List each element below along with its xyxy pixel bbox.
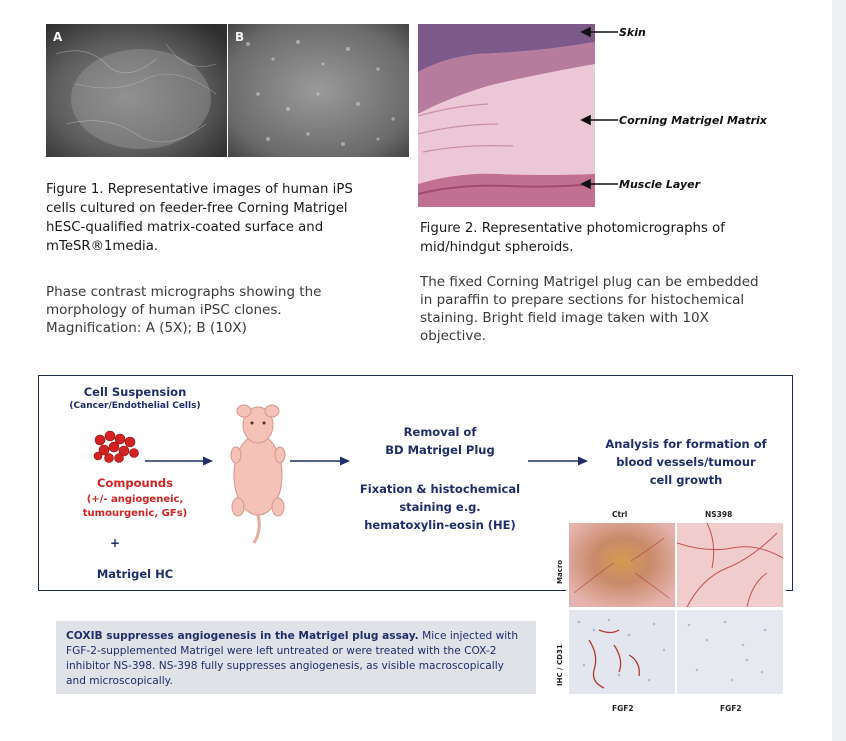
analysis-line-1: Analysis for formation of bbox=[605, 437, 767, 451]
arrow-right-icon bbox=[290, 455, 352, 467]
figure2-description bbox=[420, 273, 820, 345]
assay-caption-text bbox=[56, 621, 536, 697]
label-matrigel-matrix: Corning Matrigel Matrix bbox=[619, 114, 767, 127]
row-label-ihc-cd31: IHC / CD31 bbox=[556, 644, 564, 686]
tissue-micrograph bbox=[418, 24, 595, 207]
bottom-label-left: FGF2 bbox=[612, 704, 634, 713]
column-label-ns398: NS398 bbox=[705, 510, 733, 519]
arrow-right-icon bbox=[145, 455, 215, 467]
cell-suspension-title: Cell Suspension bbox=[83, 385, 187, 399]
column-label-ctrl: Ctrl bbox=[612, 510, 628, 519]
figure1-desc-line: Phase contrast micrographs showing the bbox=[46, 284, 322, 300]
assay-caption-bold: COXIB suppresses angiogenesis in the Matrigel plug assay. bbox=[66, 630, 419, 642]
figure1-caption bbox=[46, 180, 406, 256]
photo-ihc-ctrl bbox=[569, 610, 675, 694]
analysis-line-2: blood vessels/tumour bbox=[616, 455, 756, 469]
figure1-caption-line: hESC-qualified matrix-coated surface and bbox=[46, 220, 324, 235]
figure2-desc-line: in paraffin to prepare sections for histochemical bbox=[420, 292, 745, 308]
micrograph-a bbox=[46, 24, 227, 157]
fixation-line-1: Fixation & histochemical bbox=[359, 482, 521, 496]
figure2-caption bbox=[420, 219, 820, 257]
label-skin: Skin bbox=[619, 26, 646, 39]
label-muscle-layer: Muscle Layer bbox=[619, 178, 701, 191]
tissue-arrows bbox=[570, 20, 630, 200]
figure1-desc-line: morphology of human iPSC clones. bbox=[46, 302, 282, 318]
figure2-desc-line: staining. Bright field image taken with 10X bbox=[420, 310, 709, 326]
figure1-desc-line: Magnification: A (5X); B (10X) bbox=[46, 320, 247, 336]
micrograph-b bbox=[228, 24, 409, 157]
assay-caption-box bbox=[56, 621, 536, 694]
photo-macro-ctrl bbox=[569, 523, 675, 607]
plus-sign: + bbox=[109, 536, 121, 550]
figure1-caption-line: cells cultured on feeder-free Corning Matrigel bbox=[46, 201, 348, 216]
panel-a-label: A bbox=[53, 30, 63, 44]
compounds-detail-2: tumourgenic, GFs) bbox=[82, 508, 188, 519]
compounds-detail-1: (+/- angiogeneic, bbox=[86, 494, 184, 505]
fixation-line-2: staining e.g. bbox=[399, 500, 481, 514]
figure1-description bbox=[46, 283, 406, 337]
figure2-desc-line: objective. bbox=[420, 328, 486, 344]
cell-cluster-icon bbox=[92, 430, 140, 464]
cell-types-label: (Cancer/Endothelial Cells) bbox=[69, 401, 201, 411]
right-edge-strip bbox=[832, 0, 846, 741]
removal-line-2: BD Matrigel Plug bbox=[385, 443, 495, 457]
compounds-title: Compounds bbox=[97, 476, 173, 490]
analysis-line-3: cell growth bbox=[649, 473, 723, 487]
matrigel-hc-label: Matrigel HC bbox=[96, 567, 174, 581]
row-label-macro: Macro bbox=[556, 559, 564, 584]
assay-caption-rest: Mice injected with FGF-2-supplemented Matrigel were left untreated or were treated with the COX-2 inhibitor NS-398. NS-398 fully suppresses angiogenesis, as visible macroscopically and microscopically. bbox=[66, 630, 519, 687]
figure1-caption-line: mTeSR®1media. bbox=[46, 239, 159, 254]
figure2-caption-line: Figure 2. Representative photomicrographs of bbox=[420, 221, 725, 236]
figure2-caption-line: mid/hindgut spheroids. bbox=[420, 240, 574, 255]
mouse-icon bbox=[218, 395, 298, 545]
figure1-caption-line: Figure 1. Representative images of human iPS bbox=[46, 182, 353, 197]
panel-b-label: B bbox=[235, 30, 245, 44]
arrow-right-icon bbox=[528, 455, 590, 467]
removal-line-1: Removal of bbox=[403, 425, 477, 439]
figure2-desc-line: The fixed Corning Matrigel plug can be embedded bbox=[420, 274, 759, 290]
fixation-line-3: hematoxylin-eosin (HE) bbox=[364, 518, 516, 532]
photo-ihc-ns398 bbox=[677, 610, 783, 694]
photo-macro-ns398 bbox=[677, 523, 783, 607]
bottom-label-right: FGF2 bbox=[720, 704, 742, 713]
